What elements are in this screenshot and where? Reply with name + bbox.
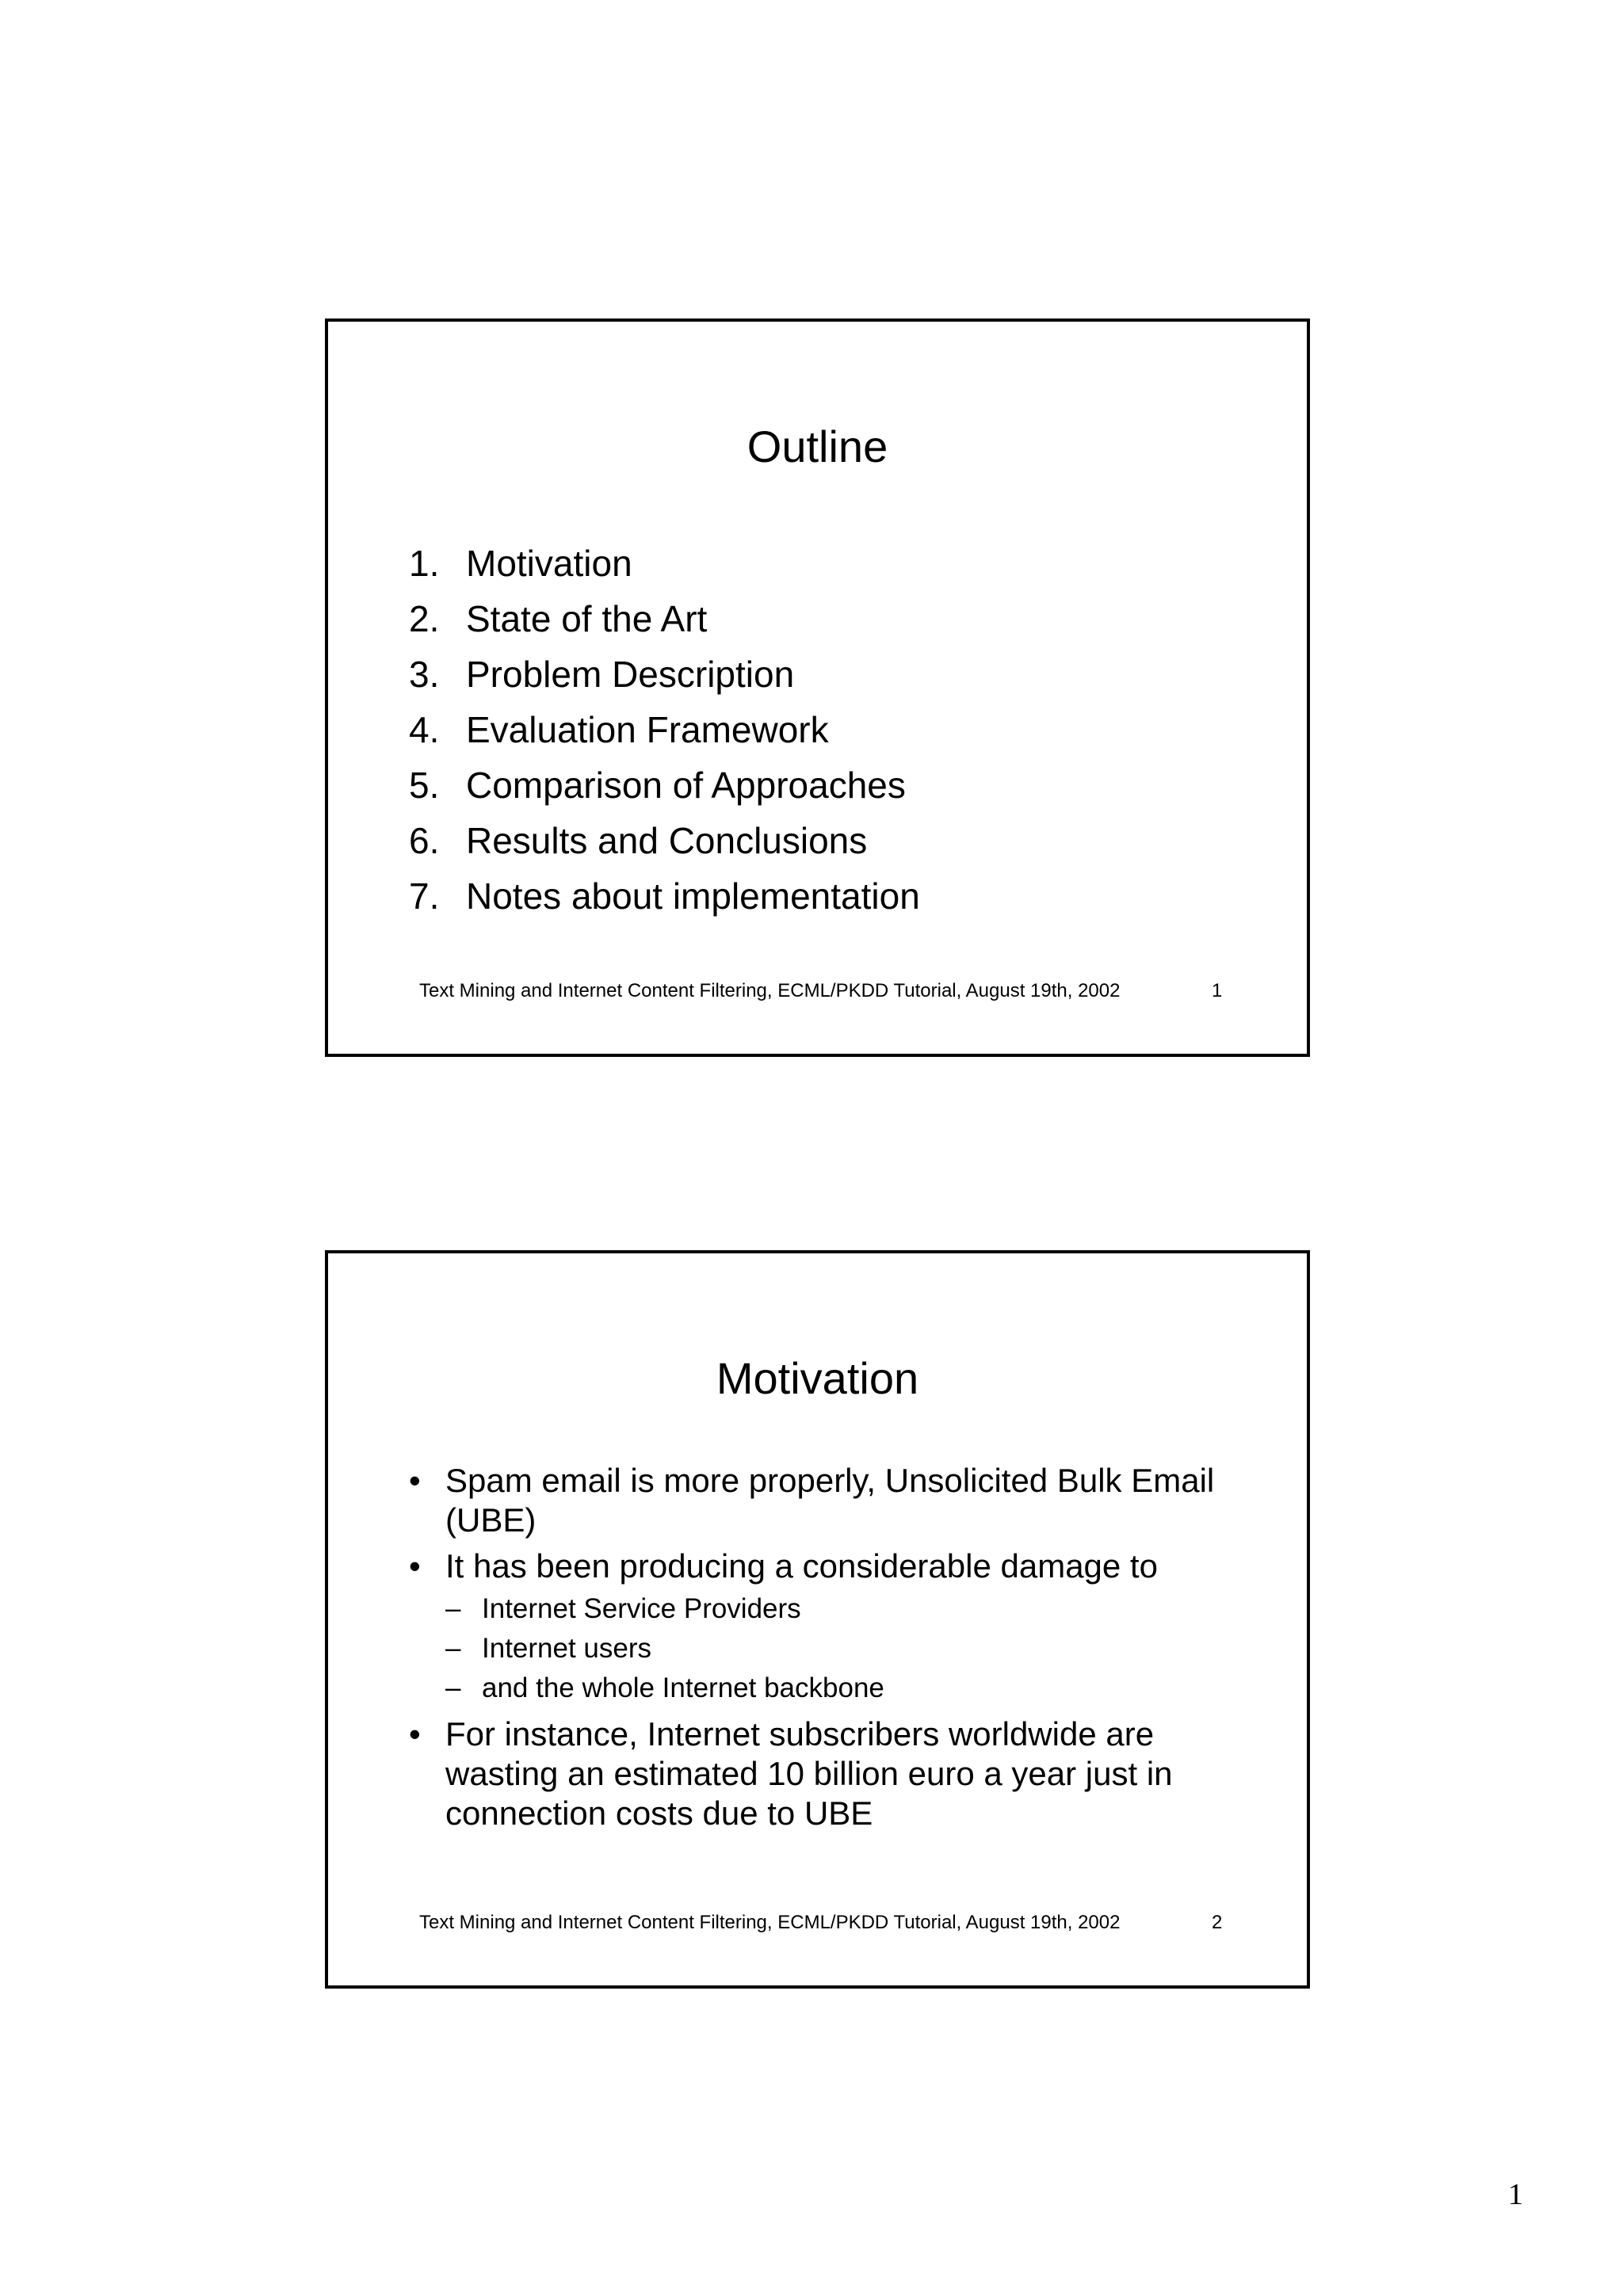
dash-icon: – bbox=[445, 1593, 461, 1624]
list-item bbox=[409, 1547, 1249, 1708]
bullet-text: It has been producing a considerable damage to bbox=[445, 1547, 1158, 1585]
slide-footer: Text Mining and Internet Content Filtering, ECML/PKDD Tutorial, August 19th, 2002 bbox=[419, 1912, 1121, 1933]
item-number: 2. bbox=[409, 598, 440, 639]
item-number: 6. bbox=[409, 820, 440, 861]
sub-list-item bbox=[445, 1669, 1249, 1708]
item-text: Notes about implementation bbox=[466, 875, 920, 917]
page-number: 1 bbox=[1508, 2178, 1523, 2211]
sub-item-text: Internet Service Providers bbox=[482, 1593, 801, 1624]
slide-title: Outline bbox=[747, 421, 888, 471]
sub-list bbox=[445, 1589, 1249, 1708]
sub-item-text: Internet users bbox=[482, 1633, 651, 1664]
list-item bbox=[409, 702, 920, 757]
item-number: 7. bbox=[409, 875, 440, 917]
slide-number: 1 bbox=[1212, 980, 1223, 1001]
bullet-text: Spam email is more properly, Unsolicited Bulk Email (UBE) bbox=[445, 1462, 1215, 1539]
slide-motivation bbox=[325, 1250, 1310, 1989]
list-item bbox=[409, 536, 920, 591]
item-text: Motivation bbox=[466, 543, 632, 584]
bullet-icon: • bbox=[409, 1462, 421, 1499]
item-text: Comparison of Approaches bbox=[466, 765, 906, 806]
item-number: 4. bbox=[409, 709, 440, 750]
bullet-list bbox=[409, 1461, 1249, 1840]
dash-icon: – bbox=[445, 1672, 461, 1703]
list-item bbox=[409, 868, 920, 924]
slide-outline bbox=[325, 318, 1310, 1057]
item-number: 5. bbox=[409, 765, 440, 806]
sub-list-item bbox=[445, 1629, 1249, 1669]
slide-number: 2 bbox=[1212, 1912, 1223, 1933]
bullet-text: For instance, Internet subscribers worldwide are wasting an estimated 10 billion euro a year just in connection costs due to UBE bbox=[445, 1715, 1173, 1832]
slide-footer: Text Mining and Internet Content Filtering, ECML/PKDD Tutorial, August 19th, 2002 bbox=[419, 980, 1121, 1001]
list-item bbox=[409, 757, 920, 813]
sub-list-item bbox=[445, 1589, 1249, 1629]
sub-item-text: and the whole Internet backbone bbox=[482, 1672, 884, 1703]
outline-list bbox=[409, 536, 920, 924]
item-number: 3. bbox=[409, 654, 440, 695]
item-number: 1. bbox=[409, 543, 440, 584]
item-text: Problem Description bbox=[466, 654, 795, 695]
bullet-icon: • bbox=[409, 1547, 421, 1585]
list-item bbox=[409, 591, 920, 646]
dash-icon: – bbox=[445, 1633, 461, 1664]
bullet-icon: • bbox=[409, 1715, 421, 1753]
list-item bbox=[409, 813, 920, 868]
item-text: Results and Conclusions bbox=[466, 820, 868, 861]
item-text: Evaluation Framework bbox=[466, 709, 829, 750]
slide-title: Motivation bbox=[716, 1353, 919, 1403]
list-item bbox=[409, 1714, 1249, 1833]
item-text: State of the Art bbox=[466, 598, 708, 639]
list-item bbox=[409, 646, 920, 702]
list-item bbox=[409, 1461, 1249, 1540]
